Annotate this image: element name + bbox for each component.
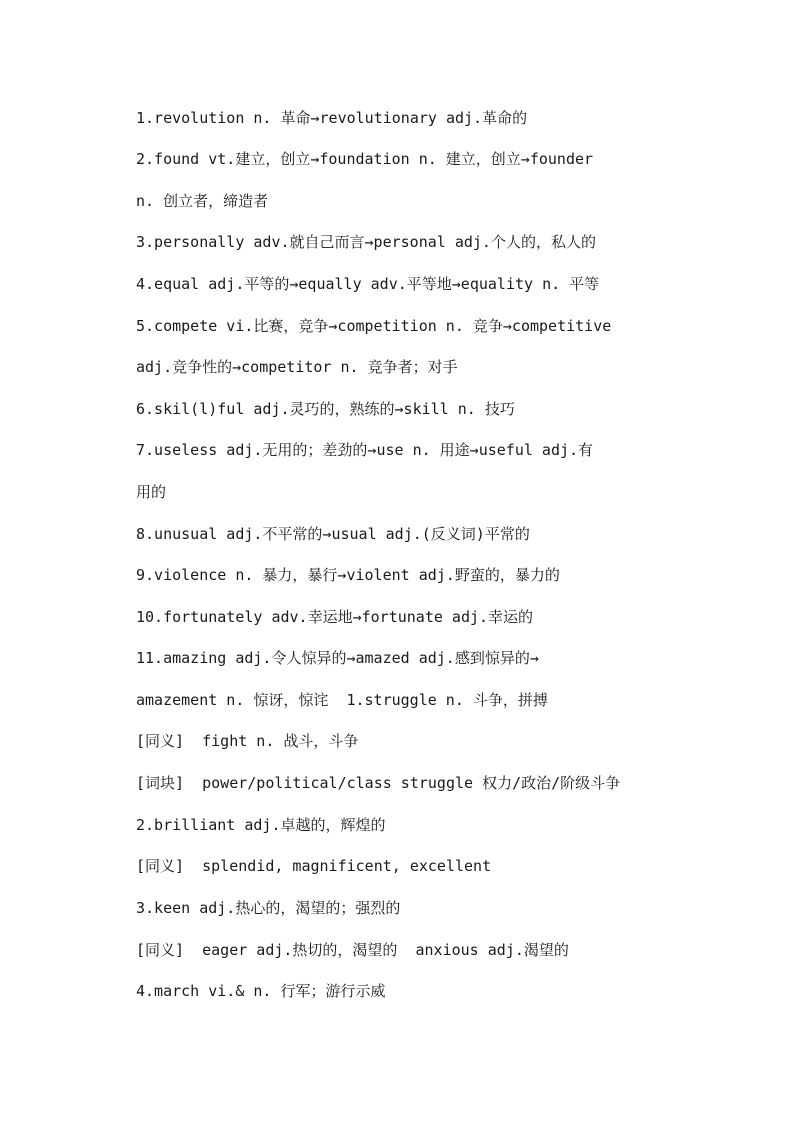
text-line-8: 6.skil(l)ful adj.灵巧的，熟练的→skill n. 技巧: [136, 400, 515, 418]
text-line-21: [同义] eager adj.热切的，渴望的 anxious adj.渴望的: [136, 941, 569, 959]
text-line-11: 8.unusual adj.不平常的→usual adj.(反义词)平常的: [136, 525, 530, 543]
text-line-14: 11.amazing adj.令人惊异的→amazed adj.感到惊异的→: [136, 649, 539, 667]
text-line-5: 4.equal adj.平等的→equally adv.平等地→equality n. 平等: [136, 275, 600, 293]
text-line-12: 9.violence n. 暴力，暴行→violent adj.野蛮的，暴力的: [136, 566, 560, 584]
text-line-7: adj.竞争性的→competitor n. 竞争者；对手: [136, 358, 458, 376]
text-line-22: 4.march vi.& n. 行军；游行示威: [136, 982, 386, 1000]
text-line-20: 3.keen adj.热心的，渴望的；强烈的: [136, 899, 401, 917]
text-line-18: 2.brilliant adj.卓越的，辉煌的: [136, 816, 386, 834]
text-line-1: 1.revolution n. 革命→revolutionary adj.革命的: [136, 109, 528, 127]
text-line-6: 5.compete vi.比赛，竞争→competition n. 竞争→competitive: [136, 317, 612, 335]
text-line-19: [同义] splendid, magnificent, excellent: [136, 857, 492, 875]
text-line-4: 3.personally adv.就自己而言→personal adj.个人的，私人的: [136, 233, 596, 251]
text-line-2: 2.found vt.建立，创立→foundation n. 建立，创立→founder: [136, 150, 594, 168]
text-line-17: [词块] power/political/class struggle 权力/政治/阶级斗争: [136, 774, 621, 792]
text-line-9: 7.useless adj.无用的；差劲的→use n. 用途→useful adj.有: [136, 441, 594, 459]
text-line-16: [同义] fight n. 战斗，斗争: [136, 732, 359, 750]
text-line-3: n. 创立者，缔造者: [136, 192, 269, 210]
text-line-15: amazement n. 惊讶，惊诧 1.struggle n. 斗争，拼搏: [136, 691, 548, 709]
text-line-13: 10.fortunately adv.幸运地→fortunate adj.幸运的: [136, 608, 534, 626]
text-line-10: 用的: [136, 483, 167, 501]
